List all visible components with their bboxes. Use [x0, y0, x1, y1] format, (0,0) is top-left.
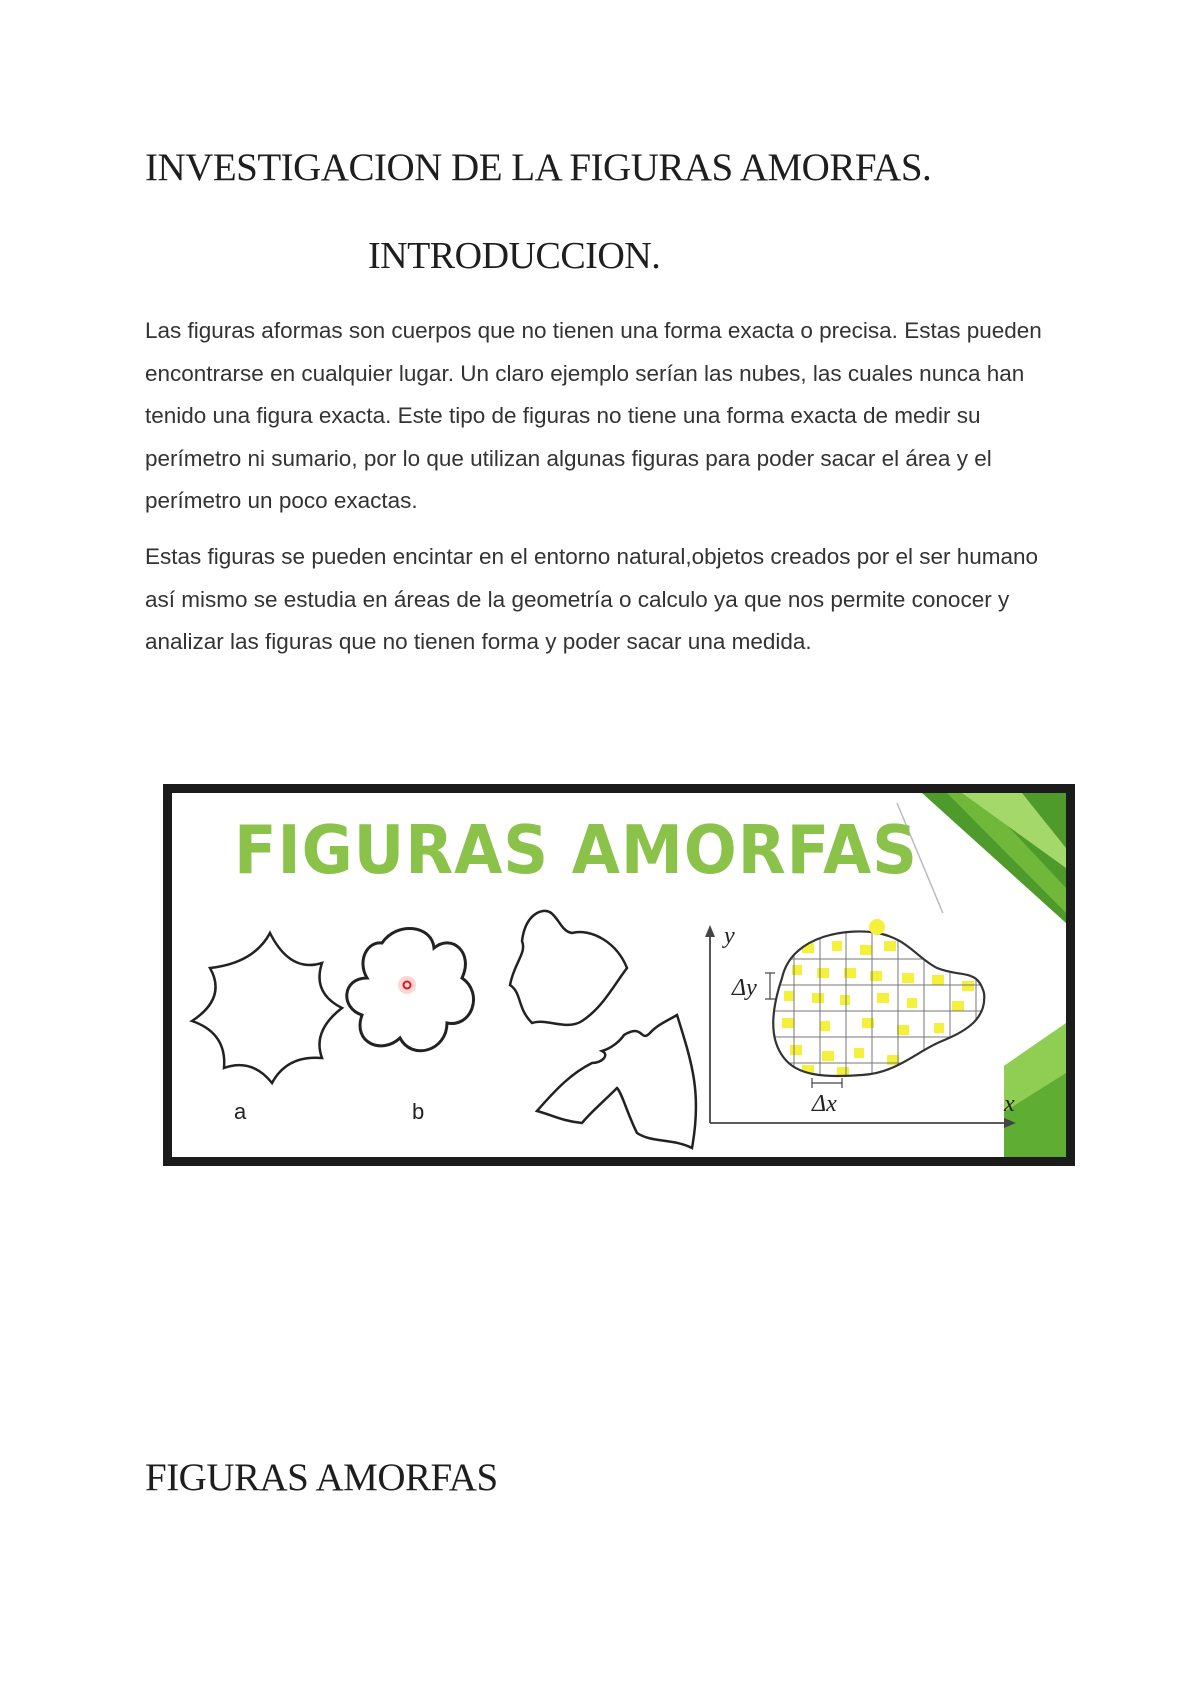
delta-x-label: Δx — [812, 1091, 837, 1117]
blob-shape — [510, 911, 627, 1025]
document-title: INVESTIGACION DE LA FIGURAS AMORFAS. — [145, 146, 932, 189]
axis-label-x: x — [1004, 1091, 1015, 1117]
label-b: b — [412, 1099, 425, 1124]
star-shape-a — [192, 933, 342, 1083]
label-a: a — [234, 1099, 247, 1124]
intro-paragraph-2: Estas figuras se pueden encintar en el entorno natural,objetos creados por el ser humano así mismo se estudia en áreas de la geometría o calculo ya que nos permite conocer y analizar las figuras que no tienen forma y poder sacar una medida. — [145, 544, 1039, 654]
amorphous-figures-image — [163, 784, 1075, 1166]
irregular-triangle-shape — [537, 1015, 696, 1148]
flower-center-dot — [398, 976, 416, 994]
delta-y-label: Δy — [732, 975, 757, 1001]
section-heading-introduction: INTRODUCCION. — [368, 235, 661, 277]
section-heading-figuras-amorfas: FIGURAS AMORFAS — [145, 1456, 498, 1499]
figure-heading: FIGURAS AMORFAS — [234, 811, 918, 889]
intro-paragraph-1: Las figuras aformas son cuerpos que no tienen una forma exacta o precisa. Estas pueden encontrarse en cualquier lugar. Un claro ejemplo serían las nubes, las cuales nunca han tenido una figura exacta. Este tipo de figuras no tiene una forma exacta de medir su perímetro ni sumario, por lo que utilizan algunas figuras para poder sacar el área y el perímetro un poco exactas. — [145, 318, 1042, 513]
axis-label-y: y — [724, 923, 735, 949]
